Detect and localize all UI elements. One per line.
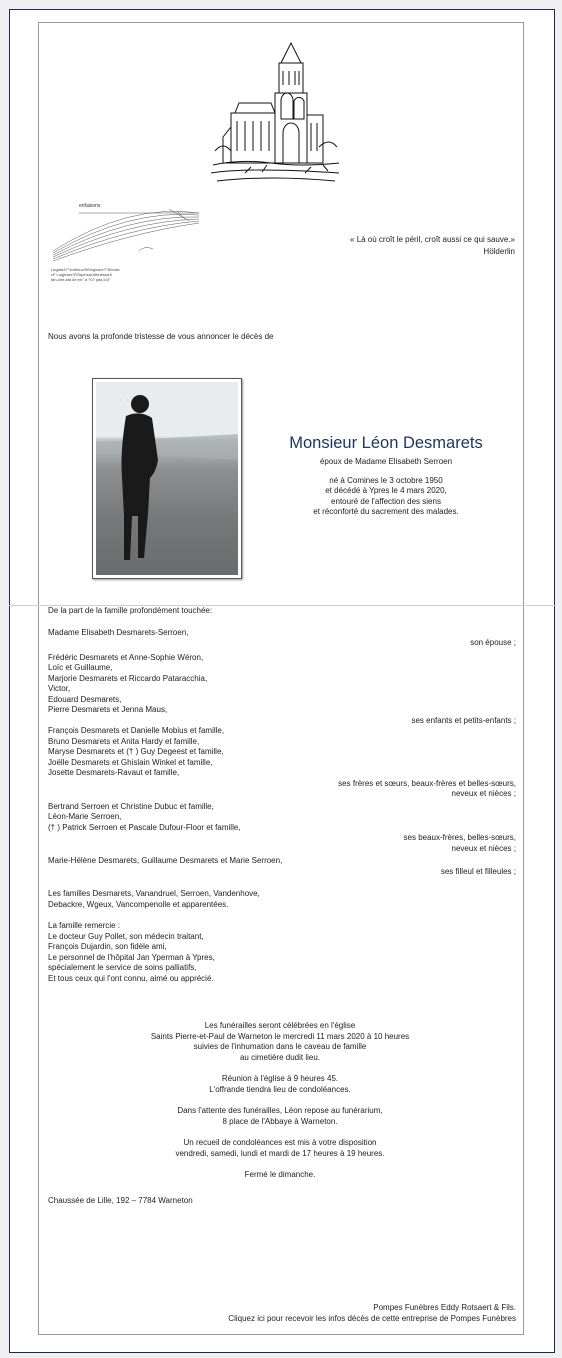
thanks-line: Et tous ceux qui l'ont connu, aimé ou apprécié. xyxy=(48,973,214,983)
family-relation: son épouse ; xyxy=(470,638,516,647)
intro-text: Nous avons la profonde tristesse de vous annoncer le décès de xyxy=(48,332,274,341)
bridge-sketch xyxy=(49,203,205,287)
family-relation: neveux et nièces ; xyxy=(451,789,516,798)
family-name: Bertrand Serroen et Christine Dubuc et famille, xyxy=(48,801,214,811)
ceremony-line: au cimetière dudit lieu. xyxy=(239,1052,321,1062)
family-name: Frédéric Desmarets et Anne-Sophie Wéron, xyxy=(48,652,204,662)
quote-author: Hölderlin xyxy=(483,246,515,256)
families-line: Debackre, Wgeux, Vancompenolle et apparentées. xyxy=(48,899,229,909)
ceremony-line: L'offrande tiendra lieu de condoléances. xyxy=(209,1084,351,1094)
family-name: Marjorie Desmarets et Riccardo Pataracchia, xyxy=(48,673,208,683)
ceremony-line: Réunion à l'église à 9 heures 45. xyxy=(221,1074,339,1083)
family-name: Marie-Hélène Desmarets, Guillaume Desmarets et Marie Serroen, xyxy=(48,856,283,865)
family-relation: neveux et nièces ; xyxy=(451,843,516,853)
sacrament-line: et réconforté du sacrement des malades. xyxy=(313,507,459,516)
family-group xyxy=(48,856,516,877)
death-line: et décédé à Ypres le 4 mars 2020, xyxy=(325,486,447,495)
ceremony-line: 8 place de l'Abbaye à Warneton. xyxy=(222,1116,338,1126)
family-name: Joëlle Desmarets et Ghislain Winkel et famille, xyxy=(48,757,213,767)
deceased-name: Monsieur Léon Desmarets xyxy=(289,434,483,452)
deceased-block xyxy=(270,434,502,518)
family-name: Maryse Desmarets et († ) Guy Degeest et famille, xyxy=(48,747,224,756)
sketch-caption-line: fan-olm-sfa de en° a ?07 pas lo3° xyxy=(51,277,111,282)
family-relation: ses frères et sœurs, beaux-frères et belles-sœurs, xyxy=(338,778,516,788)
family-name: Loïc et Guillaume, xyxy=(48,663,113,672)
bridge-lines xyxy=(49,207,205,267)
spouse-line: époux de Madame Elisabeth Serroen xyxy=(319,457,453,466)
other-families xyxy=(48,889,516,910)
quote-text: « Là où croît le péril, croît aussi ce qui sauve.» xyxy=(350,235,515,244)
family-name: Victor, xyxy=(48,684,71,693)
thanks-line: La famille remercie : xyxy=(48,921,121,930)
ceremony-line: Saints Pierre-et-Paul de Warneton le mercredi 11 mars 2020 à 10 heures xyxy=(150,1031,410,1041)
thanks-line: Le docteur Guy Pollet, son médecin traitant, xyxy=(48,931,204,941)
portrait-figure xyxy=(96,382,238,575)
family-relation: ses filleul et filleules ; xyxy=(440,866,516,876)
ceremony-line: vendredi, samedi, lundi et mardi de 17 heures à 19 heures. xyxy=(175,1148,385,1158)
family-name: Madame Elisabeth Desmarets-Serroen, xyxy=(48,627,189,637)
ceremony-line: suivies de l'inhumation dans le caveau de famille xyxy=(193,1042,367,1051)
ceremony-line: Fermé le dimanche. xyxy=(244,1170,316,1179)
family-intro: De la part de la famille profondément touchée: xyxy=(48,606,213,615)
subscribe-link[interactable]: Cliquez ici pour recevoir les infos décès de cette entreprise de Pompes Funèbres xyxy=(228,1313,516,1323)
portrait-photo xyxy=(92,378,242,579)
church-drawing xyxy=(211,41,341,187)
family-relation: ses enfants et petits-enfants ; xyxy=(411,715,516,725)
family-group xyxy=(48,726,516,800)
sketch-caption-line: Legata37°4mbhuz!9rSngvwre7°iEmasl xyxy=(51,267,120,272)
family-name: († ) Patrick Serroen et Pascale Dufour-Floor et famille, xyxy=(48,822,241,832)
ceremony-block xyxy=(60,1021,500,1181)
quote-block xyxy=(255,235,515,257)
families-line: Les familles Desmarets, Vanandruel, Serroen, Vandenhove, xyxy=(48,889,260,898)
thanks-block xyxy=(48,921,516,984)
sketch-label: enfaisons xyxy=(79,203,101,209)
family-relation: ses beaux-frères, belles-sœurs, xyxy=(403,833,516,842)
ceremony-line: Les funérailles seront célébrées en l'église xyxy=(204,1021,356,1030)
thanks-line: François Dujardin, son fidèle ami, xyxy=(48,942,167,951)
family-name: François Desmarets et Danielle Mobius et famille, xyxy=(48,726,225,735)
family-name: Pierre Desmarets et Jenna Maus, xyxy=(48,705,168,714)
footer xyxy=(96,1303,516,1324)
family-name: Edouard Desmarets, xyxy=(48,694,122,704)
address-line: Chaussée de Lille, 192 – 7784 Warneton xyxy=(48,1196,193,1205)
family-section xyxy=(48,606,516,984)
family-group xyxy=(48,653,516,727)
company-name: Pompes Funèbres Eddy Rotsaert & Fils. xyxy=(373,1303,516,1312)
thanks-line: Le personnel de l'hôpital Jan Yperman à Ypres, xyxy=(48,952,215,962)
sketch-caption-line: cF Luqjivser9°Elqohsal-6ihnessa-il xyxy=(51,272,113,277)
family-name: Josette Desmarets-Ravaut et famille, xyxy=(48,768,180,777)
family-name: Bruno Desmarets et Anita Hardy et famille, xyxy=(48,736,200,746)
ceremony-line: Dans l'attente des funérailles, Léon repose au funérarium, xyxy=(177,1106,383,1115)
family-group xyxy=(48,628,516,649)
sketch-caption xyxy=(51,267,120,282)
family-group xyxy=(48,802,516,855)
family-name: Léon-Marie Serroen, xyxy=(48,812,122,821)
thanks-line: spécialement le service de soins palliatifs, xyxy=(48,963,197,972)
birth-line: né à Comines le 3 octobre 1950 xyxy=(329,475,443,485)
ceremony-line: Un recueil de condoléances est mis à votre disposition xyxy=(183,1138,377,1147)
surrounded-line: entouré de l'affection des siens xyxy=(331,496,441,506)
